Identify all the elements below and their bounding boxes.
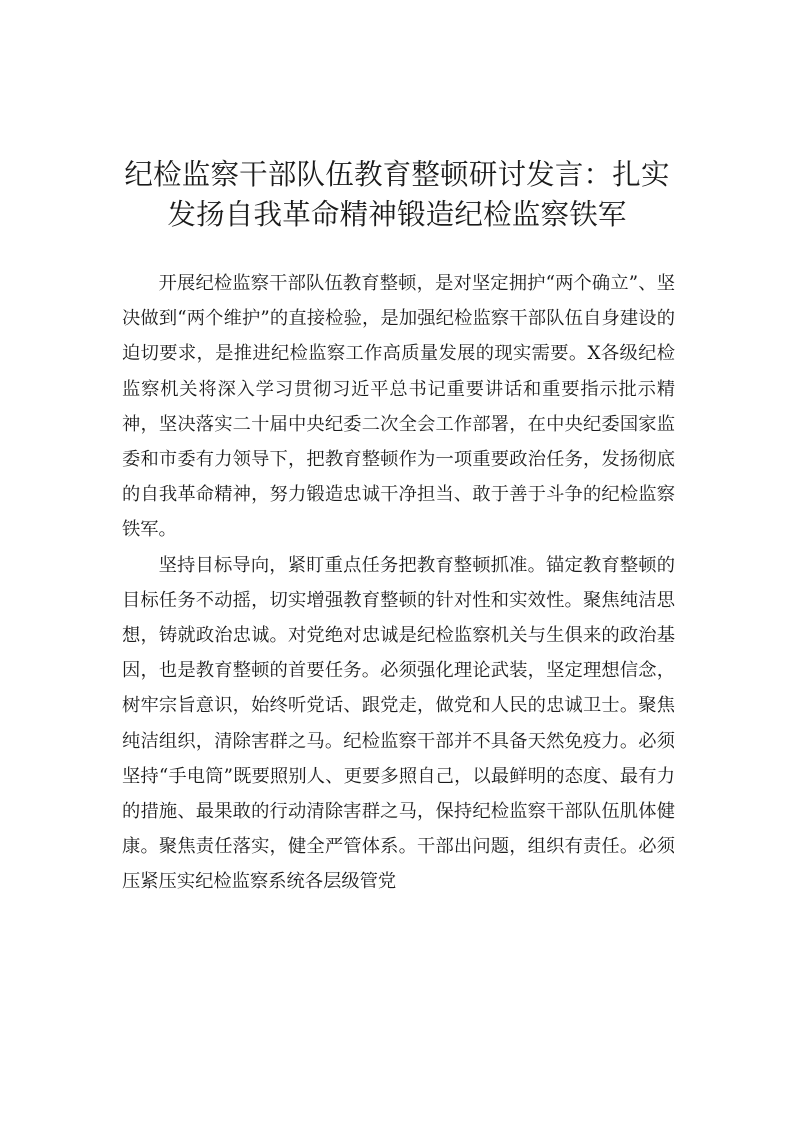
document-title-line-2: 发扬自我革命精神锻造纪检监察铁军 bbox=[167, 198, 627, 231]
document-title-line-1: 纪检监察干部队伍教育整顿研讨发言：扎实 bbox=[124, 158, 670, 191]
body-paragraph: 开展纪检监察干部队伍教育整顿，是对坚定拥护“两个确立”、坚决做到“两个维护”的直接检验，是加强纪检监察干部队伍自身建设的迫切要求，是推进纪检监察工作高质量发展的现实需要。X各级纪检监察机关将深入学习贯彻习近平总书记重要讲话和重要指示批示精神，坚决落实二十届中央纪委二次全会工作部署，在中央纪委国家监委和市委有力领导下，把教育整顿作为一项重要政治任务，发扬彻底的自我革命精神，努力锻造忠诚干净担当、敢于善于斗争的纪检监察铁军。 bbox=[122, 273, 675, 541]
document-body bbox=[122, 266, 675, 900]
body-paragraph: 坚持目标导向，紧盯重点任务把教育整顿抓准。锚定教育整顿的目标任务不动摇，切实增强教育整顿的针对性和实效性。聚焦纯洁思想，铸就政治忠诚。对党绝对忠诚是纪检监察机关与生俱来的政治基因，也是教育整顿的首要任务。必须强化理论武装，坚定理想信念，树牢宗旨意识，始终听党话、跟党走，做党和人民的忠诚卫士。聚焦纯洁组织，清除害群之马。纪检监察干部并不具备天然免疫力。必须坚持“手电筒”既要照别人、更要多照自己，以最鲜明的态度、最有力的措施、最果敢的行动清除害群之马，保持纪检监察干部队伍肌体健康。聚焦责任落实，健全严管体系。干部出问题，组织有责任。必须压紧压实纪检监察系统各层级管党 bbox=[122, 554, 675, 893]
